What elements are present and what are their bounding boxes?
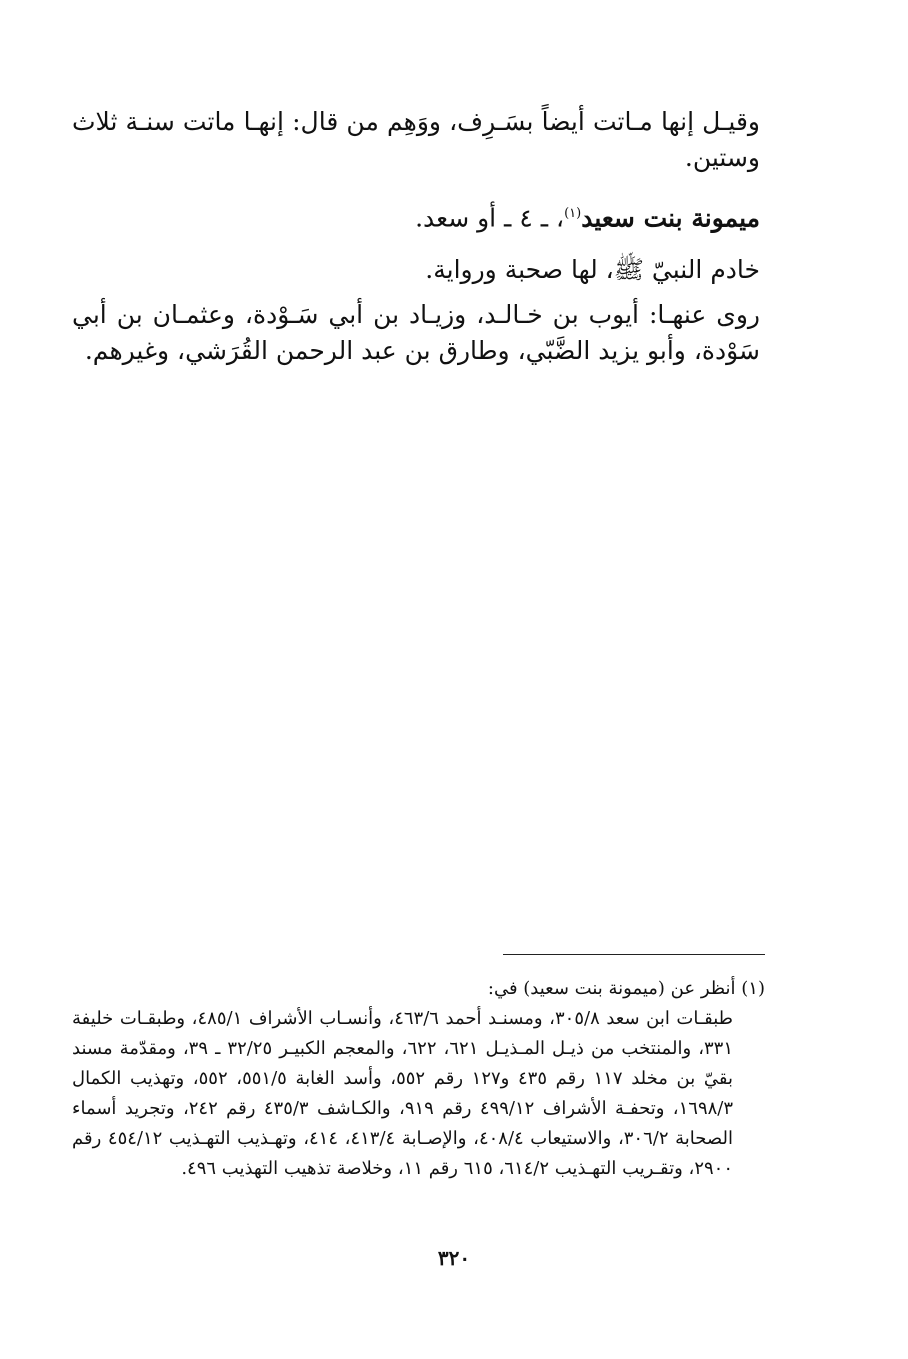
footnote-heading: (١) أنظر عن (ميمونة بنت سعيد) في: — [487, 978, 765, 999]
footnote-body: طبقـات ابن سعد ٣٠٥/٨، ومسنـد أحمد ٤٦٣/٦، وأنسـاب الأشراف ٤٨٥/١، وطبقـات خليفة ٣٣١، والمنتخب من ذيـل المـذيـل ٦٢١، ٦٢٢، والمعجم الكبيـر ٣٢/٢٥ ـ ٣٩، ومقدّمة مسند بقيّ بن مخلد ١١٧ رقم ٤٣٥ و١٢٧ رقم ٥٥٢، وأسد الغابة ٥٥١/٥، ٥٥٢، وتهذيب الكمال ١٦٩٨/٣، وتحفـة الأشراف ٤٩٩/١٢ رقم ٩١٩، والكـاشف ٤٣٥/٣ رقم ٢٤٢، وتجريد أسماء الصحابة ٣٠٦/٢، والاستيعاب ٤٠٨/٤، والإصـابة ٤١٣/٤، ٤١٤، وتهـذيب التهـذيب ٤٥٤/١٢ رقم ٢٩٠٠، وتقـريب التهـذيب ٦١٤/٢، ٦١٥ رقم ١١، وخلاصة تذهيب التهذيب ٤٩٦. — [72, 1008, 734, 1179]
paragraph-narrators: روى عنهـا: أيوب بن خـالـد، وزيـاد بن أبي سَـوْدة، وعثمـان بن أبي سَوْدة، وأبو يزيد الضَّبّي، وطارق بن عبد الرحمن القُرَشي، وغيرهم. — [72, 300, 760, 365]
entry-title: ميمونة بنت سعيد — [581, 203, 760, 233]
paragraph-companion: خادم النبيّ ﷺ، لها صحبة ورواية. — [425, 255, 760, 284]
paragraph-death-note: وقيـل إنها مـاتت أيضاً بسَـرِف، ووَهِم من قال: إنهـا ماتت سنـة ثلاث وستين. — [72, 107, 760, 172]
footnotes — [72, 974, 765, 1184]
footnote-divider — [503, 954, 765, 955]
entry-heading-rest: ، ـ ٤ ـ أو سعد. — [415, 203, 565, 233]
page-number: ٣٢٠ — [437, 1246, 471, 1270]
footnote-ref: (١) — [564, 206, 582, 221]
entry-heading — [72, 196, 760, 236]
